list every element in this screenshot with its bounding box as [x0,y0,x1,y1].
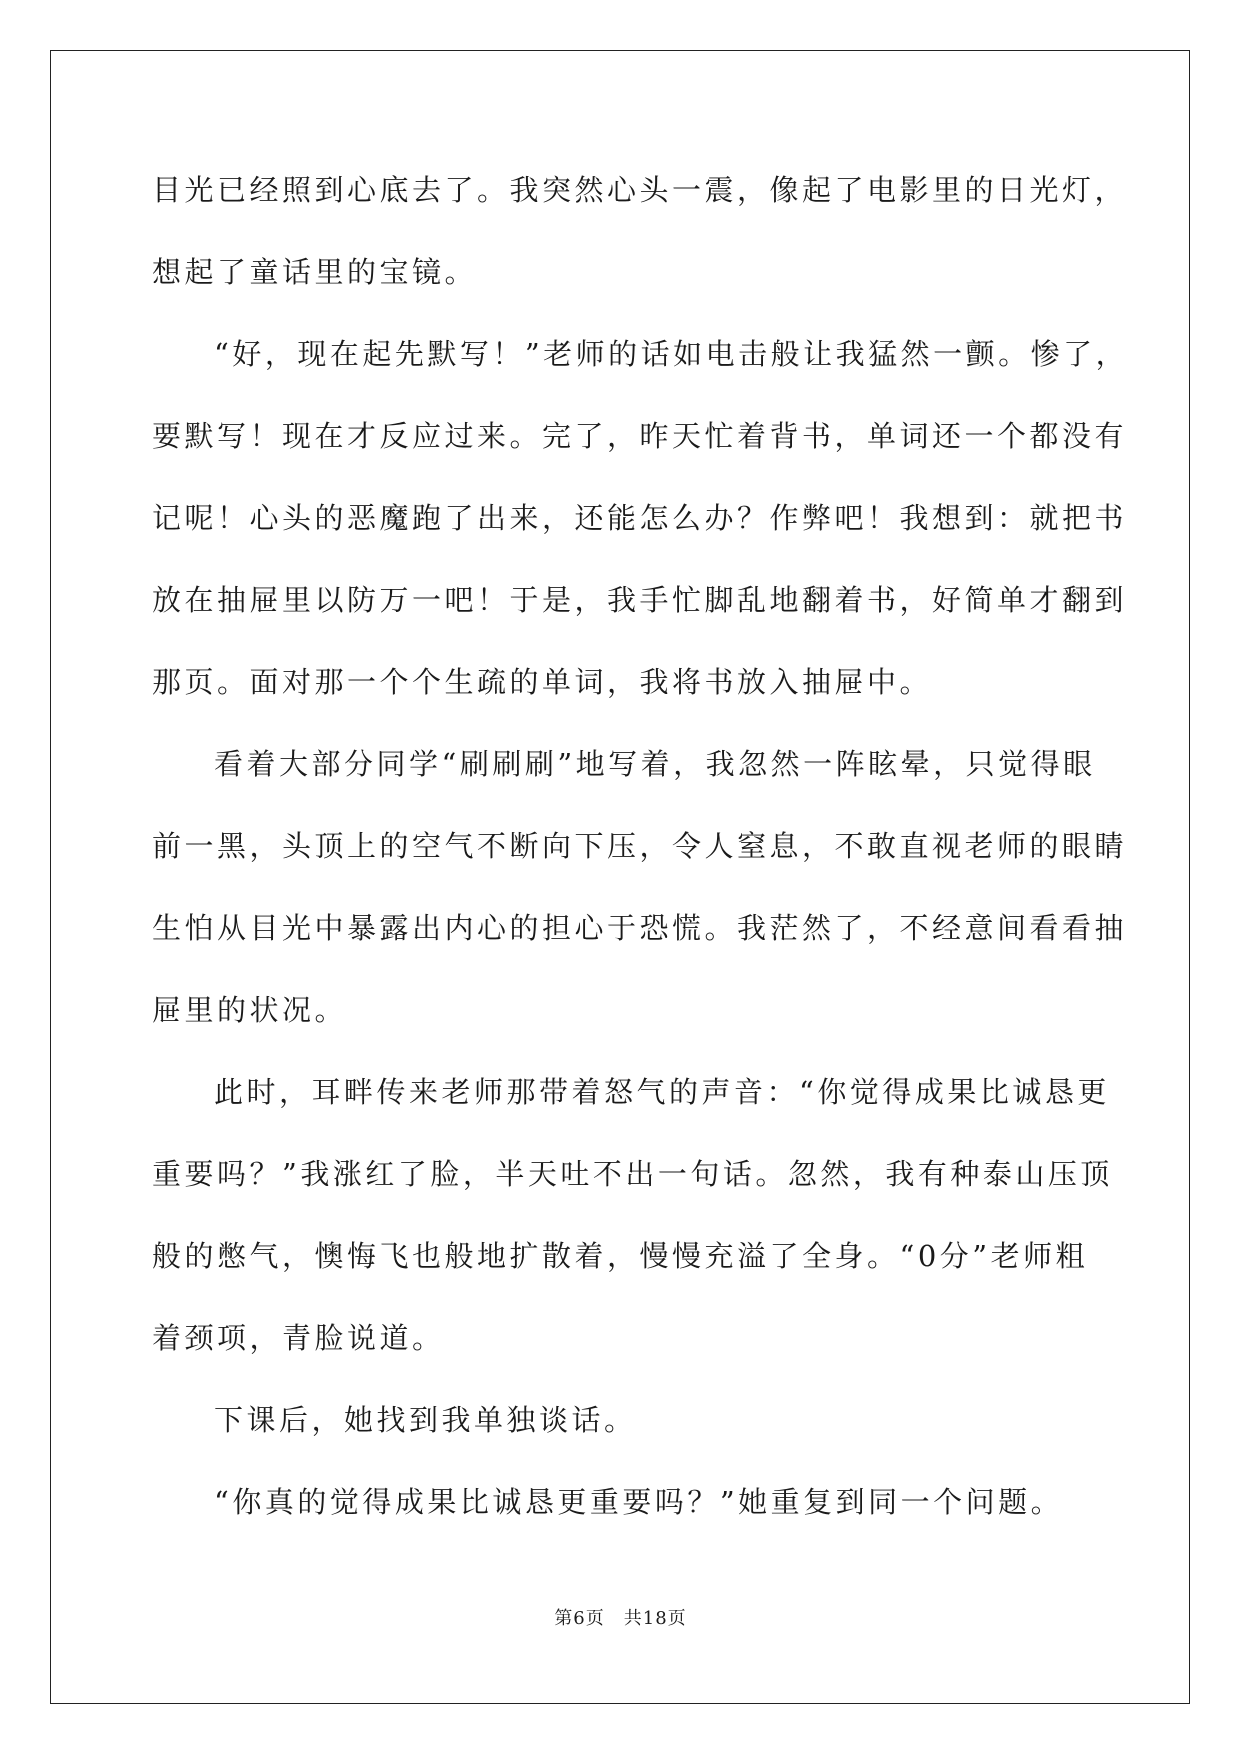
text-line: 想起了童话里的宝镜。 [152,255,478,289]
text-line: 记呢！心头的恶魔跑了出来，还能怎么办？作弊吧！我想到：就把书 [152,501,1128,535]
text-line: 目光已经照到心底去了。我突然心头一震，像起了电影里的日光灯， [152,173,1128,207]
text-line: 着颈项，青脸说道。 [152,1321,445,1355]
text-line: 生怕从目光中暴露出内心的担心于恐慌。我茫然了，不经意间看看抽 [152,911,1128,945]
text-line: 前一黑，头顶上的空气不断向下压，令人窒息，不敢直视老师的眼睛 [152,829,1128,863]
text-line: 下课后，她找到我单独谈话。 [214,1403,637,1437]
text-line: 重要吗？”我涨红了脸，半天吐不出一句话。忽然，我有种泰山压顶 [152,1157,1113,1191]
document-body [152,162,1129,1556]
text-line: 放在抽屉里以防万一吧！于是，我手忙脚乱地翻着书，好简单才翻到 [152,583,1128,617]
text-line: 那页。面对那一个个生疏的单词，我将书放入抽屉中。 [152,665,933,699]
text-line: 看着大部分同学“刷刷刷”地写着，我忽然一阵眩晕，只觉得眼 [214,747,1096,781]
text-line: “好，现在起先默写！”老师的话如电击般让我猛然一颤。惨了， [214,337,1129,371]
text-line: 屉里的状况。 [152,993,348,1027]
page-number: 第6页 共18页 [554,1608,687,1629]
text-line: 此时，耳畔传来老师那带着怒气的声音：“你觉得成果比诚恳更 [214,1075,1110,1109]
text-line: 要默写！现在才反应过来。完了，昨天忙着背书，单词还一个都没有 [152,419,1128,453]
text-line: 般的憋气，懊悔飞也般地扩散着，慢慢充溢了全身。“0分”老师粗 [152,1239,1089,1273]
text-line: “你真的觉得成果比诚恳更重要吗？”她重复到同一个问题。 [214,1485,1064,1519]
